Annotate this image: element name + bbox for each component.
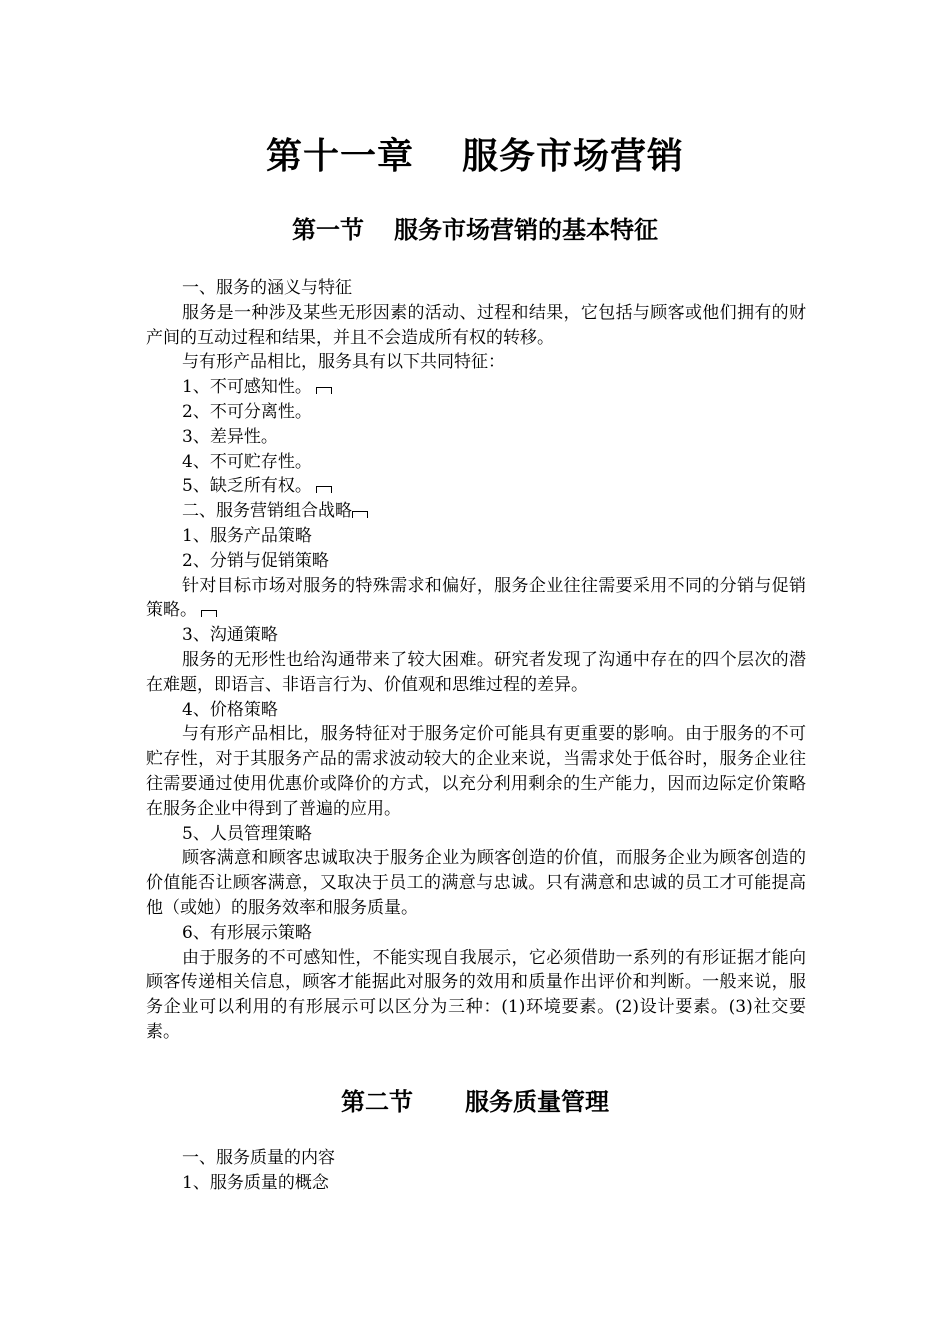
section-2-name: 服务质量管理 <box>465 1088 609 1116</box>
comment-marker-icon <box>316 387 332 394</box>
list-item: 4、不可贮存性。 <box>182 451 312 472</box>
heading-quality-content: 一、服务质量的内容 <box>182 1148 335 1168</box>
comment-marker-icon <box>201 610 217 617</box>
section-1-number: 第一节 <box>292 216 364 244</box>
subheading: 3、沟通策略 <box>182 625 278 646</box>
chapter-title <box>0 128 950 179</box>
section-1-title <box>0 210 950 245</box>
paragraph: 由于服务的不可感知性，不能实现自我展示，它必须借助一系列的有形证据才能向顾客传递相关信息，顾客才能据此对服务的效用和质量作出评价和判断。一般来说，服务企业可以利用的有形展示可以区分为三种：(1)环境要素。(2)设计要素。(3)社交要素。 <box>146 947 806 1042</box>
paragraph-common-features: 与有形产品相比，服务具有以下共同特征： <box>182 352 505 373</box>
chapter-number: 第十一章 <box>265 136 414 177</box>
subheading: 6、有形展示策略 <box>182 922 312 943</box>
list-item: 5、缺乏所有权。 <box>146 474 806 499</box>
paragraph: 与有形产品相比，服务特征对于服务定价可能具有更重要的影响。由于服务的不可贮存性，对于其服务产品的需求波动较大的企业来说，当需求处于低谷时，服务企业往往需要通过使用优惠价或降价的方式，以充分利用剩余的生产能力，因而边际定价策略在服务企业中得到了普遍的应用。 <box>146 724 806 819</box>
comment-marker-icon <box>352 511 368 518</box>
subheading: 1、服务质量的概念 <box>182 1172 329 1193</box>
paragraph: 针对目标市场对服务的特殊需求和偏好，服务企业往往需要采用不同的分销与促销策略。 <box>146 575 806 621</box>
paragraph-service-definition: 服务是一种涉及某些无形因素的活动、过程和结果，它包括与顾客或他们拥有的财产间的互动过程和结果，并且不会造成所有权的转移。 <box>146 302 806 348</box>
paragraph: 服务的无形性也给沟通带来了较大困难。研究者发现了沟通中存在的四个层次的潜在难题，即语言、非语言行为、价值观和思维过程的差异。 <box>146 649 806 695</box>
section-1-name: 服务市场营销的基本特征 <box>394 216 658 244</box>
paragraph: 顾客满意和顾客忠诚取决于服务企业为顾客创造的价值，而服务企业为顾客创造的价值能否让顾客满意，又取决于员工的满意与忠诚。只有满意和忠诚的员工才可能提高他（或她）的服务效率和服务质量。 <box>146 848 806 918</box>
list-item: 3、差异性。 <box>182 426 278 447</box>
chapter-name: 服务市场营销 <box>462 136 685 177</box>
section-1-body <box>146 276 806 1045</box>
section-2-body <box>146 1146 806 1196</box>
list-item: 2、不可分离性。 <box>182 401 312 422</box>
comment-marker-icon <box>316 486 332 493</box>
section-2-title <box>0 1082 950 1117</box>
subheading: 5、人员管理策略 <box>182 823 312 844</box>
subheading: 2、分销与促销策略 <box>182 550 329 571</box>
heading-marketing-mix: 二、服务营销组合战略 <box>146 499 806 524</box>
heading-service-meaning: 一、服务的涵义与特征 <box>182 278 352 298</box>
section-2-number: 第二节 <box>341 1088 413 1116</box>
list-item: 1、不可感知性。 <box>146 375 806 400</box>
subheading: 4、价格策略 <box>182 699 278 720</box>
subheading: 1、服务产品策略 <box>182 525 312 546</box>
